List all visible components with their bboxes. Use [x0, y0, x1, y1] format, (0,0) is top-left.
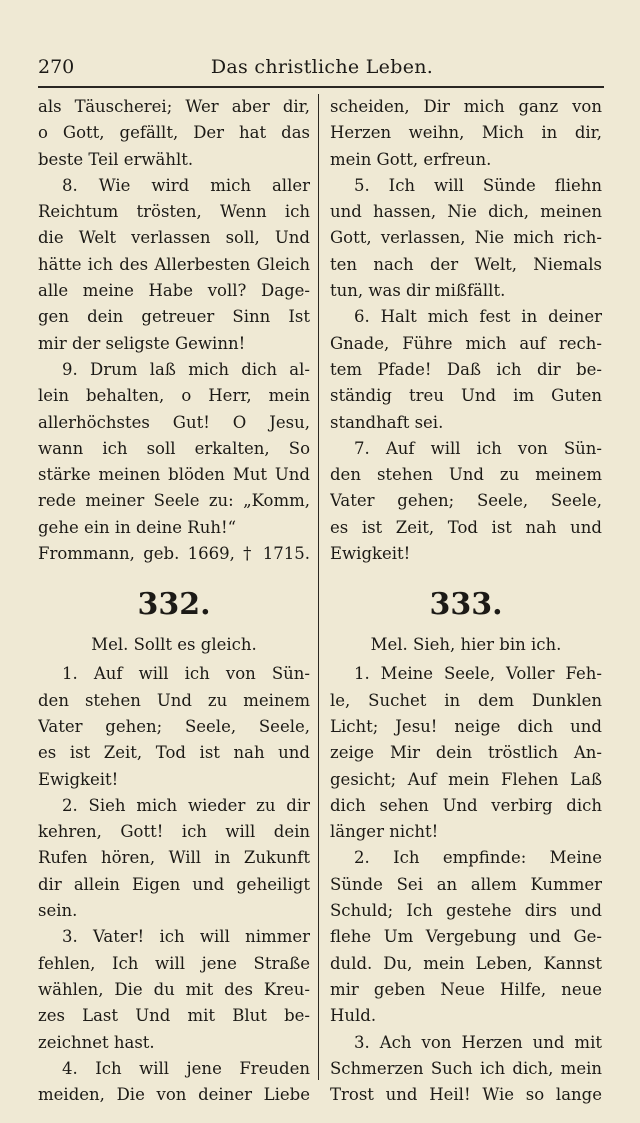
right-column	[330, 94, 602, 1108]
text-line: Rufen hören, Will in Zukunft	[38, 848, 310, 868]
page-header	[38, 52, 606, 84]
text-line: Schuld; Ich gestehe dirs und	[330, 901, 602, 921]
verse-8-start: 8. Wie wird mich aller	[62, 175, 310, 195]
verse-1-start: 1. Meine Seele, Voller Feh-	[354, 664, 602, 684]
text-line: meiden, Die von deiner Liebe	[38, 1085, 310, 1105]
text-line: länger nicht!	[330, 822, 439, 842]
text-line: zeige Mir dein tröstlich An-	[330, 743, 602, 763]
author-attribution: Frommann, geb. 1669, † 1715.	[38, 544, 310, 564]
text-line: Ewigkeit!	[38, 769, 119, 789]
verse-3-start: 3. Vater! ich will nimmer	[62, 927, 310, 947]
verse-2-start: 2. Ich empfinde: Meine	[354, 848, 602, 868]
page-number: 270	[38, 56, 75, 78]
melody-note-333: Mel. Sieh, hier bin ich.	[370, 635, 562, 655]
text-line: gen dein getreuer Sinn Ist	[38, 307, 310, 327]
text-line: wann ich soll erkalten, So	[38, 438, 310, 458]
text-line: zeichnet hast.	[38, 1032, 155, 1052]
text-line: flehe Um Vergebung und Ge-	[330, 927, 602, 947]
text-line: und hassen, Nie dich, meinen	[330, 202, 602, 222]
melody-note-332: Mel. Sollt es gleich.	[91, 635, 257, 655]
text-line: standhaft sei.	[330, 412, 444, 432]
text-line: Huld.	[330, 1006, 377, 1026]
text-line: Vater gehen; Seele, Seele,	[38, 716, 310, 736]
text-line: wählen, Die du mit des Kreu-	[38, 979, 310, 999]
text-line: alle meine Habe voll? Dage-	[38, 281, 310, 301]
text-line: fehlen, Ich will jene Straße	[38, 953, 310, 973]
text-line: ständig treu Und im Guten	[330, 386, 602, 406]
text-line: Licht; Jesu! neige dich und	[330, 716, 602, 736]
verse-2-start: 2. Sieh mich wieder zu dir	[62, 795, 310, 815]
column-divider	[318, 94, 319, 1080]
text-line: le, Suchet in dem Dunklen	[330, 690, 602, 710]
hymn-number-332: 332.	[137, 587, 211, 623]
text-line: als Täuscherei; Wer aber dir,	[38, 97, 310, 116]
text-line: Trost und Heil! Wie so lange	[330, 1085, 602, 1105]
text-line: mein Gott, erfreun.	[330, 149, 492, 169]
text-line: tem Pfade! Daß ich dir be-	[330, 359, 602, 379]
running-title: Das christliche Leben.	[210, 56, 434, 78]
verse-7-start: 7. Auf will ich von Sün-	[354, 438, 602, 458]
verse-5-start: 5. Ich will Sünde fliehn	[354, 175, 602, 195]
text-line: Vater gehen; Seele, Seele,	[330, 491, 602, 511]
text-line: Gott, verlassen, Nie mich rich-	[330, 228, 602, 248]
text-line: duld. Du, mein Leben, Kannst	[330, 953, 602, 973]
text-line: Herzen weihn, Mich in dir,	[330, 123, 602, 143]
verse-9-start: 9. Drum laß mich dich al-	[62, 359, 310, 379]
verse-3-start: 3. Ach von Herzen und mit	[354, 1032, 602, 1052]
left-column	[38, 94, 310, 1108]
header-rule	[38, 86, 604, 88]
text-line: Schmerzen Such ich dich, mein	[330, 1058, 602, 1078]
text-line: mir geben Neue Hilfe, neue	[330, 979, 602, 999]
text-line: lein behalten, o Herr, mein	[38, 386, 310, 406]
text-line: es ist Zeit, Tod ist nah und	[38, 743, 310, 763]
verse-1-start: 1. Auf will ich von Sün-	[62, 664, 310, 684]
text-line: allerhöchstes Gut! O Jesu,	[38, 412, 310, 432]
text-line: beste Teil erwählt.	[38, 149, 194, 169]
text-line: den stehen Und zu meinem	[330, 465, 602, 485]
text-line: Reichtum trösten, Wenn ich	[38, 202, 310, 222]
text-line: stärke meinen blöden Mut Und	[38, 465, 310, 485]
verse-6-start: 6. Halt mich fest in deiner	[354, 307, 602, 327]
hymn-number-333: 333.	[429, 587, 503, 623]
text-line: hätte ich des Allerbesten Gleich	[38, 254, 310, 274]
text-line: mir der seligste Gewinn!	[38, 333, 246, 353]
text-line: dir allein Eigen und geheiligt	[38, 874, 310, 894]
text-line: scheiden, Dir mich ganz von	[330, 97, 602, 116]
text-line: gesicht; Auf mein Flehen Laß	[330, 769, 602, 789]
text-line: Gnade, Führe mich auf rech-	[330, 333, 602, 353]
text-line: sein.	[38, 901, 78, 921]
text-line: dich sehen Und verbirg dich	[330, 795, 602, 815]
verse-4-start: 4. Ich will jene Freuden	[62, 1058, 310, 1078]
text-line: ten nach der Welt, Niemals	[330, 254, 602, 274]
text-line: tun, was dir mißfällt.	[330, 281, 506, 301]
text-line: den stehen Und zu meinem	[38, 690, 310, 710]
text-line: es ist Zeit, Tod ist nah und	[330, 517, 602, 537]
text-line: die Welt verlassen soll, Und	[38, 228, 310, 248]
text-line: rede meiner Seele zu: „Komm,	[38, 491, 310, 511]
text-line: gehe ein in deine Ruh!“	[38, 517, 237, 537]
text-line: zes Last Und mit Blut be-	[38, 1006, 310, 1026]
text-line: Sünde Sei an allem Kummer	[330, 874, 602, 894]
text-line: Ewigkeit!	[330, 544, 411, 564]
text-line: o Gott, gefällt, Der hat das	[38, 123, 310, 143]
text-line: kehren, Gott! ich will dein	[38, 822, 310, 842]
